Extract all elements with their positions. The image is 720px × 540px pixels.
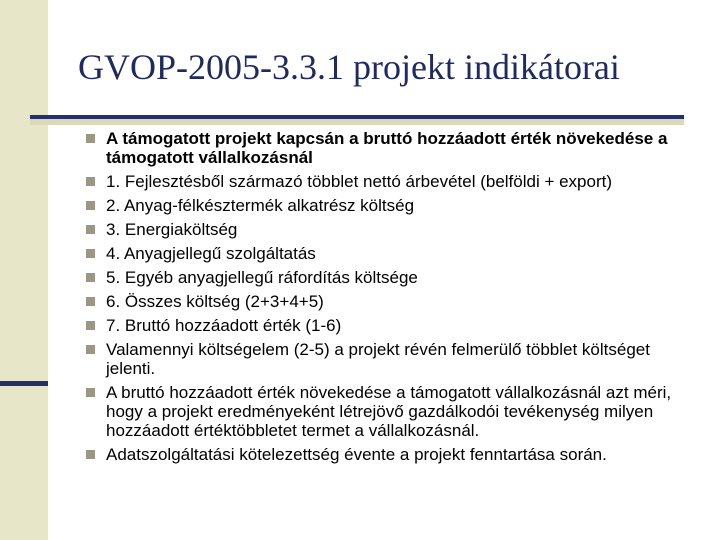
bullet-item xyxy=(86,129,686,167)
square-bullet-icon xyxy=(86,297,95,306)
bullet-list xyxy=(86,129,686,469)
bullet-item xyxy=(86,196,686,215)
bullet-text: A bruttó hozzáadott érték növekedése a támogatott vállalkozásnál azt méri, hogy a projekt eredményeként létrejövő gazdálkodói tevékenység milyen hozzáadott értéktöbbletet termet a vállalkozásnál. xyxy=(106,383,672,440)
bullet-item xyxy=(86,445,686,464)
square-bullet-icon xyxy=(86,273,95,282)
bullet-text: 2. Anyag-félkésztermék alkatrész költség xyxy=(106,196,415,215)
bullet-text: 3. Energiaköltség xyxy=(106,220,238,239)
square-bullet-icon xyxy=(86,225,95,234)
bullet-item xyxy=(86,340,686,378)
bullet-item xyxy=(86,172,686,191)
title-divider-shadow xyxy=(30,119,684,125)
bullet-text: Adatszolgáltatási kötelezettség évente a projekt fenntartása során. xyxy=(106,445,607,464)
bullet-text: 6. Összes költség (2+3+4+5) xyxy=(106,292,324,311)
bullet-text: 5. Egyéb anyagjellegű ráfordítás költsége xyxy=(106,268,418,287)
band-accent-mark xyxy=(0,381,48,386)
bullet-text: 4. Anyagjellegű szolgáltatás xyxy=(106,244,316,263)
bullet-text: Valamennyi költségelem (2-5) a projekt révén felmerülő többlet költséget jelenti. xyxy=(106,340,650,378)
square-bullet-icon xyxy=(86,345,95,354)
bullet-text: 7. Bruttó hozzáadott érték (1-6) xyxy=(106,316,342,335)
square-bullet-icon xyxy=(86,321,95,330)
bullet-item xyxy=(86,292,686,311)
square-bullet-icon xyxy=(86,249,95,258)
square-bullet-icon xyxy=(86,134,95,143)
bullet-item xyxy=(86,244,686,263)
bullet-item xyxy=(86,268,686,287)
bullet-item xyxy=(86,316,686,335)
left-decorative-band xyxy=(0,0,48,540)
square-bullet-icon xyxy=(86,450,95,459)
bullet-item xyxy=(86,220,686,239)
square-bullet-icon xyxy=(86,388,95,397)
bullet-text: A támogatott projekt kapcsán a bruttó hozzáadott érték növekedése a támogatott vállalkozásnál xyxy=(106,129,668,167)
slide-title: GVOP-2005-3.3.1 projekt indikátorai xyxy=(78,47,620,87)
bullet-text: 1. Fejlesztésből származó többlet nettó árbevétel (belföldi + export) xyxy=(106,172,613,191)
bullet-item xyxy=(86,383,686,440)
square-bullet-icon xyxy=(86,201,95,210)
square-bullet-icon xyxy=(86,177,95,186)
